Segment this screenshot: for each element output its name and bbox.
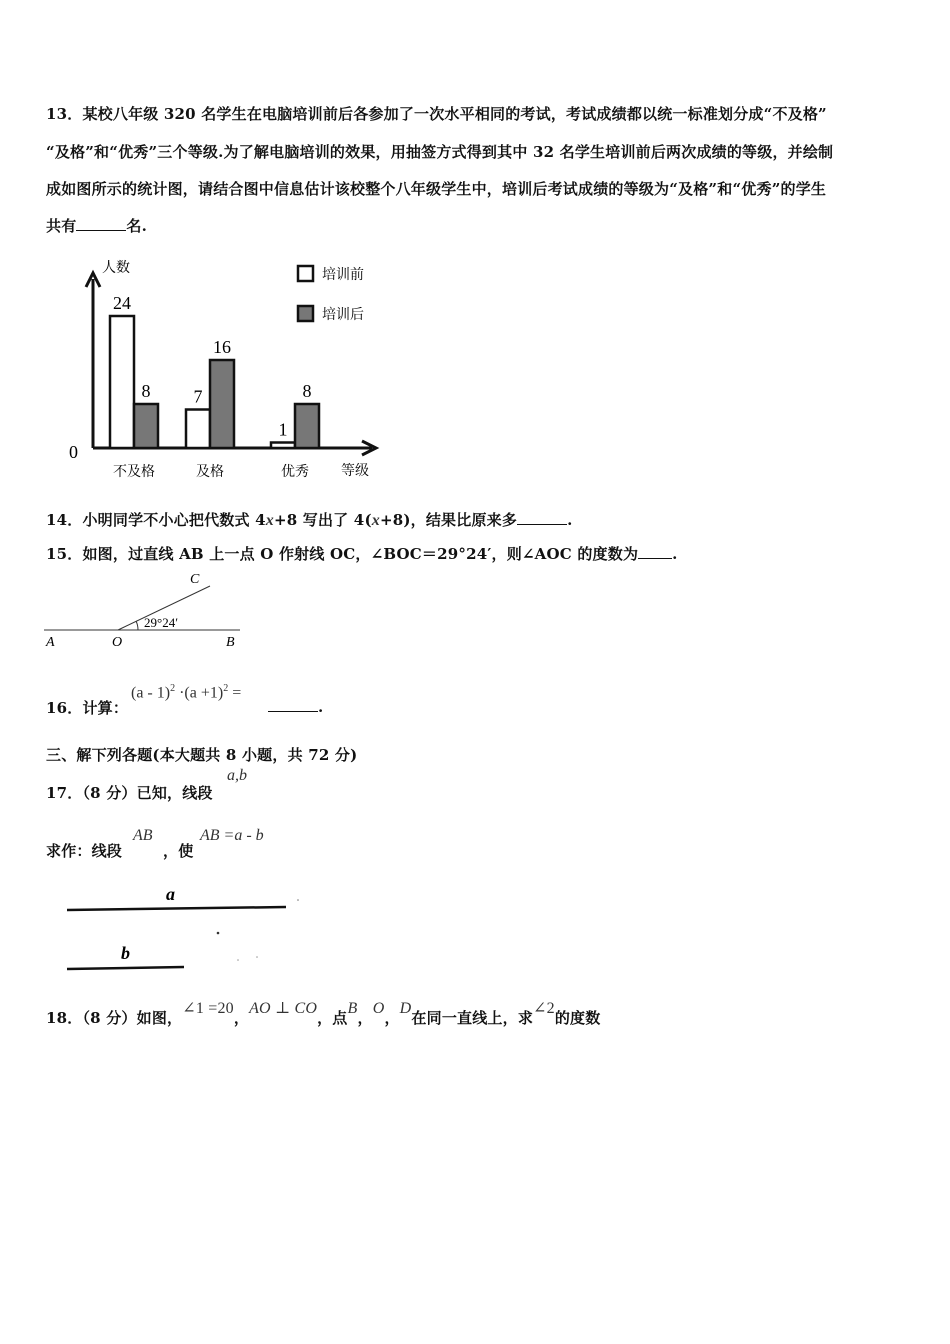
q13-answer-blank[interactable] [76, 216, 126, 231]
q18-comma2: ， [384, 1009, 400, 1027]
q16-expression [131, 683, 241, 702]
q16-eq: = [232, 684, 242, 702]
scan-dot [237, 959, 239, 961]
bar-培训后-优秀 [295, 404, 319, 448]
bar-培训后-不及格 [134, 404, 158, 448]
q14-var-x2: x [371, 512, 380, 529]
q18-angle2: ∠2 [533, 1000, 555, 1017]
q17-line2-mid: ，使 [163, 842, 194, 860]
q18-text [46, 1000, 601, 1028]
q16-exp2: 2 [223, 683, 229, 694]
category-label: 优秀 [281, 464, 309, 480]
q14-answer-blank[interactable] [517, 510, 567, 525]
q13-line4 [46, 215, 147, 236]
angle-arc [136, 621, 138, 630]
q15-angle-figure [44, 570, 254, 650]
q16-expr1: (a - 1) [131, 684, 171, 702]
legend-swatch-培训后 [298, 306, 313, 321]
q17-var-ab: a,b [227, 767, 247, 784]
q17-segments-figure [60, 880, 310, 980]
q18-point-d: D [399, 1000, 412, 1017]
q14-text: 14．小明同学不小心把代数式 4x+8 写出了 4(x+8)，结果比原来多 . [46, 511, 573, 529]
legend-swatch-培训前 [298, 266, 313, 281]
q17-formula: AB =a - b [200, 827, 264, 844]
segment-b-label: b [121, 943, 130, 963]
q16-blank-wrap: . [268, 697, 323, 716]
data-label: 8 [141, 381, 151, 401]
data-label: 1 [278, 419, 288, 440]
segment-a-label: a [166, 884, 175, 904]
q15-text: 15．如图，过直线 AB 上一点 O 作射线 OC，∠BOC＝29°24′，则∠AOC 的度数为 . [46, 545, 678, 563]
q17-seg-ab: AB [133, 827, 153, 844]
q14-prefix: 14．小明同学不小心把代数式 4 [46, 511, 266, 529]
label-o: O [112, 635, 123, 650]
bar-培训前-优秀 [271, 443, 295, 449]
label-a: A [46, 635, 55, 650]
q14-var-x1: x [265, 512, 274, 529]
q13-bar-chart [60, 255, 400, 485]
section-3-title: 三、解下列各题(本大题共 8 小题，共 72 分) [46, 746, 358, 764]
q18-mid: 在同一直线上，求 [411, 1009, 534, 1027]
scan-dot [256, 956, 258, 958]
q18-perp: AO ⊥ CO [249, 1000, 318, 1017]
label-c: C [190, 572, 200, 587]
bar-培训后-及格 [210, 360, 234, 448]
q16-expr2: (a +1) [184, 684, 224, 702]
data-label: 7 [193, 386, 203, 407]
q15-statement: 15．如图，过直线 AB 上一点 O 作射线 OC，∠BOC＝29°24′，则∠AOC 的度数为 [46, 545, 639, 563]
q16-dot: · [179, 684, 185, 702]
data-label: 8 [302, 381, 312, 401]
q18-point-o: O [372, 1000, 385, 1017]
q15-answer-blank[interactable] [638, 544, 672, 559]
q17-line2-prefix: 求作：线段 [46, 842, 123, 860]
q16-answer-blank[interactable] [268, 697, 318, 712]
data-label: 24 [113, 293, 131, 313]
bar-培训前-及格 [186, 410, 210, 449]
bar-培训前-不及格 [110, 316, 134, 448]
data-label: 16 [213, 337, 231, 357]
q13-line1: 13．某校八年级 320 名学生在电脑培训前后各参加了一次水平相同的考试，考试成绩都以统一标准划分成“不及格” [46, 105, 827, 123]
q18-sep1: ， [233, 1009, 250, 1027]
q14-suffix: +8)，结果比原来多 [379, 511, 518, 529]
q13-line4-prefix: 共有 [46, 217, 77, 235]
q18-comma1: ， [357, 1009, 373, 1027]
origin-label: 0 [69, 442, 78, 462]
segment-a [67, 907, 286, 910]
q13-line4-suffix: 名. [126, 217, 148, 235]
q18-prefix: 18．（8 分）如图， [46, 1009, 183, 1027]
q18-dian: ，点 [317, 1009, 348, 1027]
angle-label: 29°24′ [144, 615, 179, 630]
category-label: 及格 [196, 464, 224, 480]
scan-dot [217, 932, 220, 935]
q18-point-b: B [347, 1000, 358, 1017]
q13-line3: 成如图所示的统计图，请结合图中信息估计该校整个八年级学生中，培训后考试成绩的等级为“及格”和“优秀”的学生 [46, 180, 827, 198]
q16-exp1: 2 [170, 683, 176, 694]
q14-mid: +8 写出了 4( [273, 511, 372, 529]
q18-angle1: ∠1 =20 [182, 1000, 234, 1017]
category-label: 不及格 [113, 464, 155, 480]
q18-suffix: 的度数 [554, 1009, 601, 1027]
y-axis-label: 人数 [102, 260, 130, 276]
q17-line1: 17．（8 分）已知，线段 [46, 784, 213, 802]
legend-label: 培训前 [322, 267, 364, 283]
q13-line2: “及格”和“优秀”三个等级.为了解电脑培训的效果，用抽签方式得到其中 32 名学生培训前后两次成绩的等级，并绘制 [46, 143, 834, 161]
scan-dot [297, 899, 299, 901]
x-axis-label: 等级 [341, 463, 369, 479]
segment-b [67, 967, 184, 969]
label-b: B [226, 635, 235, 650]
q16-prefix: 16．计算： [46, 699, 129, 717]
legend-label: 培训后 [322, 307, 364, 323]
